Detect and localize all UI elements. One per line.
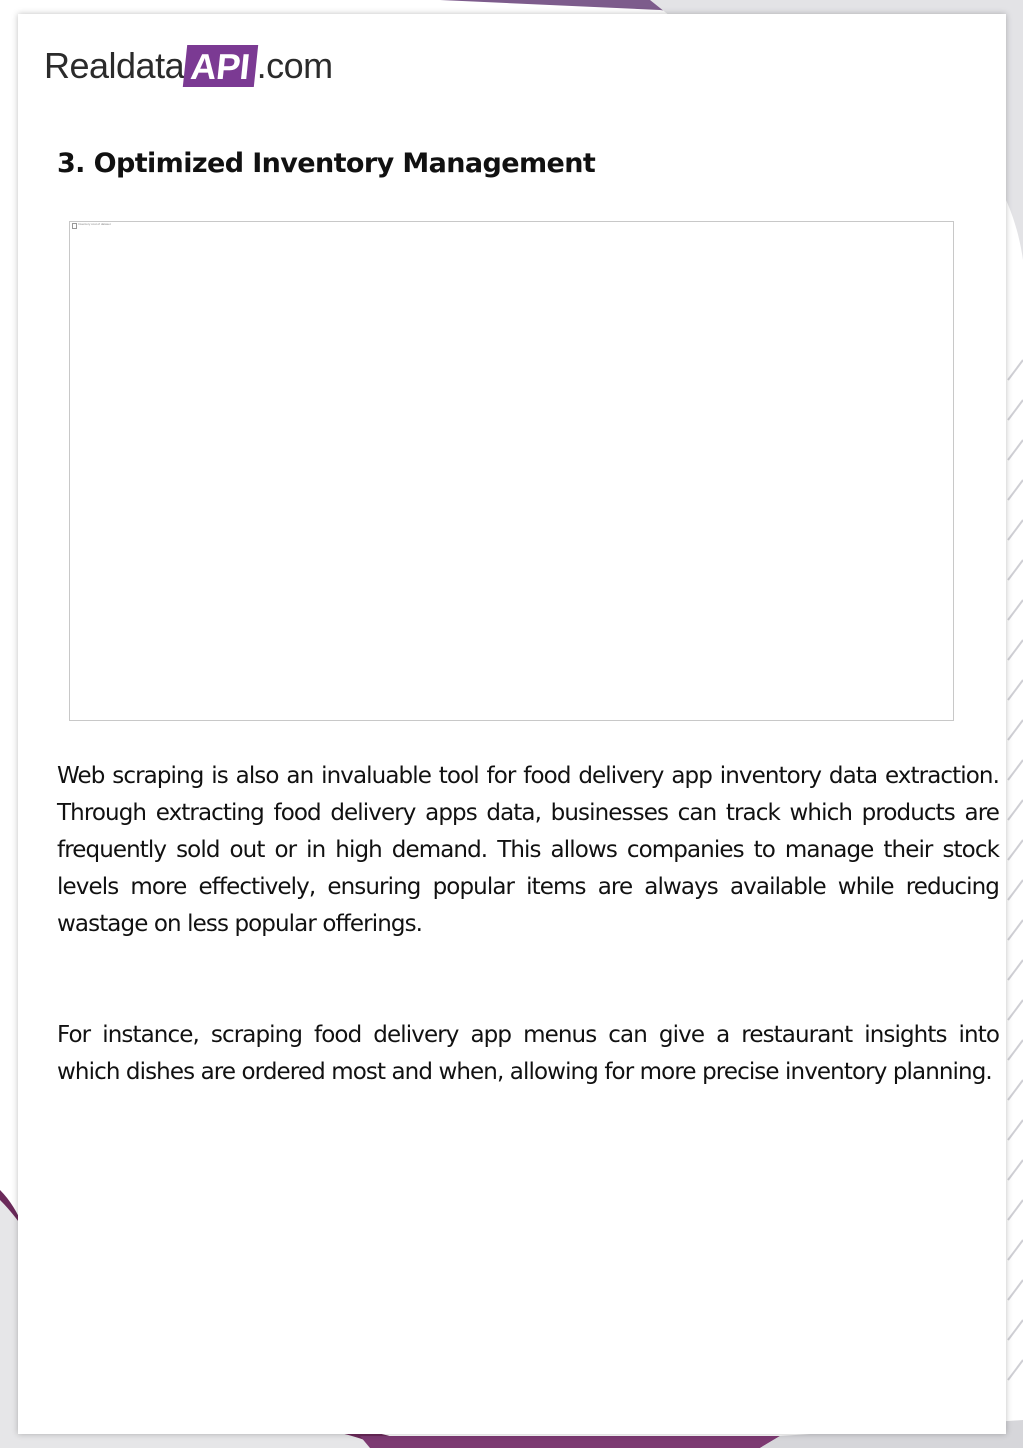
section-heading: 3. Optimized Inventory Management xyxy=(57,148,596,179)
broken-image-placeholder xyxy=(69,221,954,721)
logo-api-badge: API xyxy=(183,45,258,87)
image-alt-text: Inventory cost of dataset xyxy=(78,222,111,226)
broken-image-icon xyxy=(72,223,77,229)
body-paragraph-2: For instance, scraping food delivery app menus can give a restaurant insights into which dishes are ordered most and when, allowing for more precise inventory planning. xyxy=(57,1022,999,1085)
realdataapi-logo[interactable] xyxy=(44,40,333,92)
body-paragraph-1: Web scraping is also an invaluable tool for food delivery app inventory data extraction. Through extracting food delivery apps data, businesses can track which products are frequently sold out or in high demand. This allows companies to manage their stock levels more effectively, ensuring popular items are always available while reducing wastage on less popular offerings. xyxy=(57,763,999,937)
logo-suffix: .com xyxy=(256,45,333,86)
logo-prefix: Realdata xyxy=(44,45,185,86)
